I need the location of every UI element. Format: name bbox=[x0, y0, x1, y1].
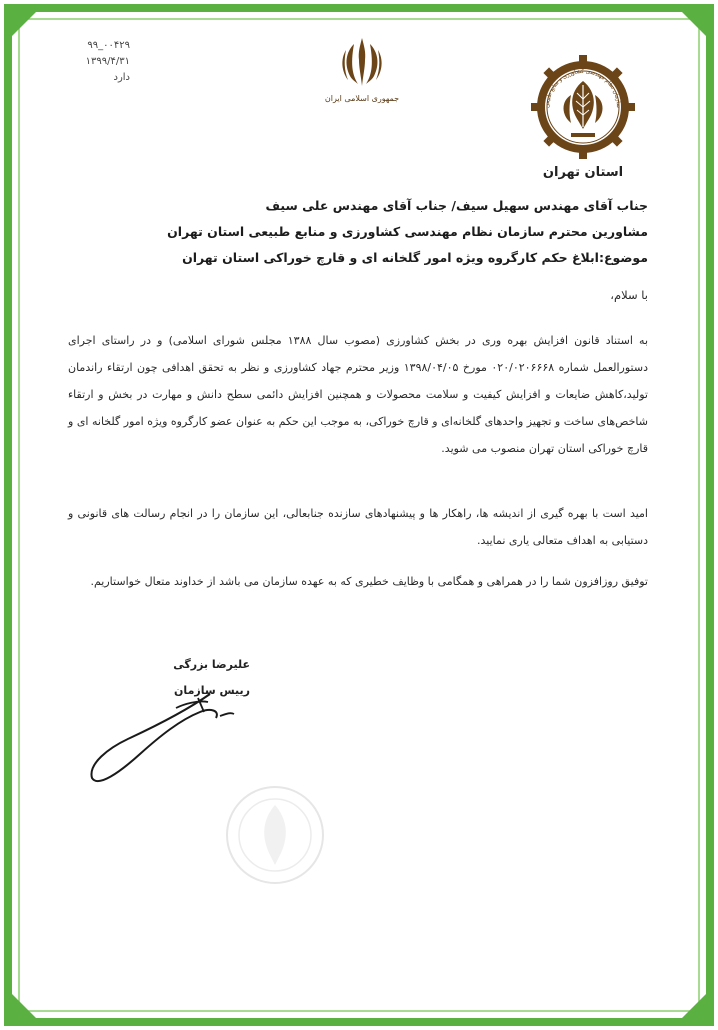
logo-arc-text: سازمان نظام مهندسی کشاورزی و منابع طبیعی bbox=[544, 68, 622, 109]
handwritten-signature bbox=[80, 668, 250, 788]
gear-leaf-icon bbox=[531, 55, 635, 159]
emblem-caption: جمهوری اسلامی ایران bbox=[324, 94, 400, 103]
addressee-block bbox=[88, 193, 648, 271]
letter-date: ۱۳۹۹/۴/۳۱ bbox=[85, 56, 130, 67]
emblem-icon bbox=[340, 36, 384, 88]
national-emblem bbox=[322, 36, 402, 103]
letter-number: ۰۰۴۲۹_۹۹ bbox=[87, 40, 130, 51]
body-paragraph-2: امید است با بهره گیری از اندیشه ها، راهکار ها و پیشنهادهای سازنده جنابعالی، این سازمان را در انجام رسالت های قانونی و دستیابی به اهداف متعالی یاری نمایید. bbox=[68, 507, 648, 547]
faint-seal bbox=[215, 775, 335, 895]
body-paragraph-3: توفیق روزافزون شما را در همراهی و همگامی با وظایف خطیری که به عهده سازمان می باشد از خداوند متعال خواستاریم. bbox=[90, 575, 648, 588]
letter-subject: موضوع:ابلاغ حکم کارگروه ویژه امور گلخانه ای و قارچ خوراکی استان تهران bbox=[182, 250, 648, 265]
addressee-position: مشاورین محترم سازمان نظام مهندسی کشاورزی و منابع طبیعی استان تهران bbox=[167, 224, 648, 239]
greeting: با سلام، bbox=[610, 288, 648, 302]
body-paragraph-1: به استناد قانون افزایش بهره وری در بخش کشاورزی (مصوب سال ۱۳۸۸ مجلس شورای اسلامی) و در راستای اجرای دستورالعمل شماره ۰۲۰/۰۲۰۶۶۶۸ مورخ ۱۳۹۸/۰۴/۰۵ وزیر محترم جهاد کشاورزی و نظر به تحقق اهدافی چون ارتقاء راندمان تولید،کاهش ضایعات و افزایش کیفیت و سلامت محصولات و همچنین افزایش دائمی سطح دانش و مهارت در بخش و ارتقاء شاخص‌های ساخت و تجهیز واحدهای گلخانه‌ای و قارچ خوراکی، به موجب این حکم به عنوان عضو کارگروه ویژه امور گلخانه ای و قارچ خوراکی استان تهران منصوب می شوید. bbox=[68, 334, 649, 455]
org-province: استان تهران bbox=[542, 165, 624, 180]
organization-logo bbox=[528, 55, 638, 180]
signer-title: رییس سازمان bbox=[174, 684, 250, 697]
letter-meta bbox=[60, 38, 130, 86]
attachment-status: دارد bbox=[113, 72, 130, 83]
addressee-names: جناب آقای مهندس سهیل سیف/ جناب آقای مهندس علی سیف bbox=[265, 198, 648, 213]
signer-name: علیرضا بزرگی bbox=[173, 658, 250, 671]
